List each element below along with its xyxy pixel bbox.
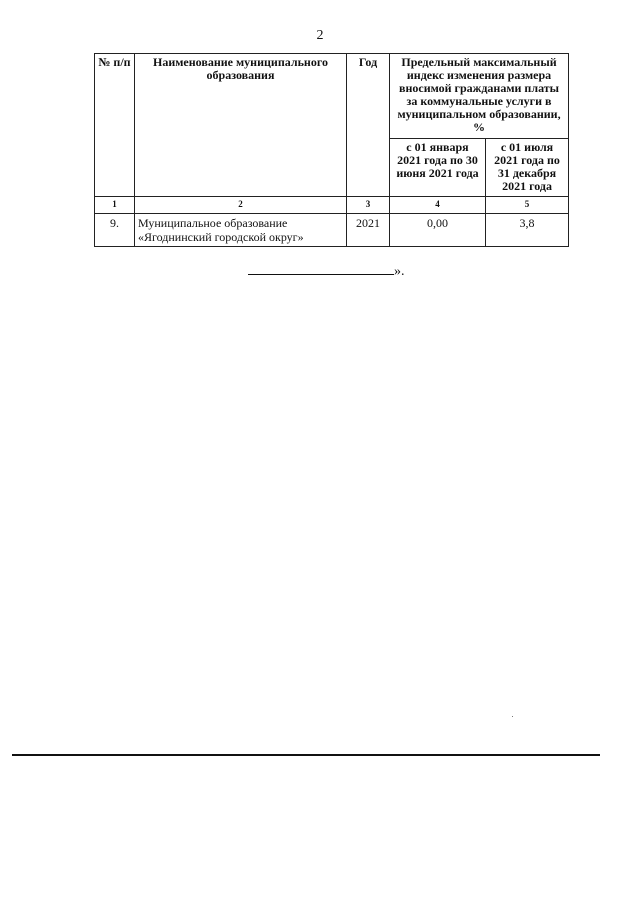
row-year: 2021: [347, 214, 390, 247]
row-index-second-half: 3,8: [486, 214, 569, 247]
header-period-first-half: с 01 января 2021 года по 30 июня 2021 года: [390, 138, 486, 196]
row-municipality: Муниципальное образование «Ягоднинский городской округ»: [135, 214, 347, 247]
header-year: Год: [347, 54, 390, 197]
utility-index-table: [94, 53, 569, 247]
column-number: 3: [347, 197, 390, 214]
table-row: [95, 214, 569, 247]
scan-speck: [512, 716, 513, 717]
footer-rule: [12, 754, 600, 756]
header-index-group: Предельный максимальный индекс изменения размера вносимой гражданами платы за коммунальные услуги в муниципальном образовании, %: [390, 54, 569, 139]
row-number: 9.: [95, 214, 135, 247]
page-number: 2: [316, 28, 324, 43]
column-number: 1: [95, 197, 135, 214]
signature-underline: [248, 262, 394, 275]
row-index-first-half: 0,00: [390, 214, 486, 247]
header-row-top: [95, 54, 569, 139]
header-period-second-half: с 01 июля 2021 года по 31 декабря 2021 года: [486, 138, 569, 196]
column-number: 5: [486, 197, 569, 214]
closing-line: [248, 262, 405, 280]
column-number: 4: [390, 197, 486, 214]
closing-quote-mark: ».: [394, 264, 405, 279]
column-number: 2: [135, 197, 347, 214]
header-municipality: Наименование муниципального образования: [135, 54, 347, 197]
header-number: № п/п: [95, 54, 135, 197]
column-number-row: [95, 197, 569, 214]
